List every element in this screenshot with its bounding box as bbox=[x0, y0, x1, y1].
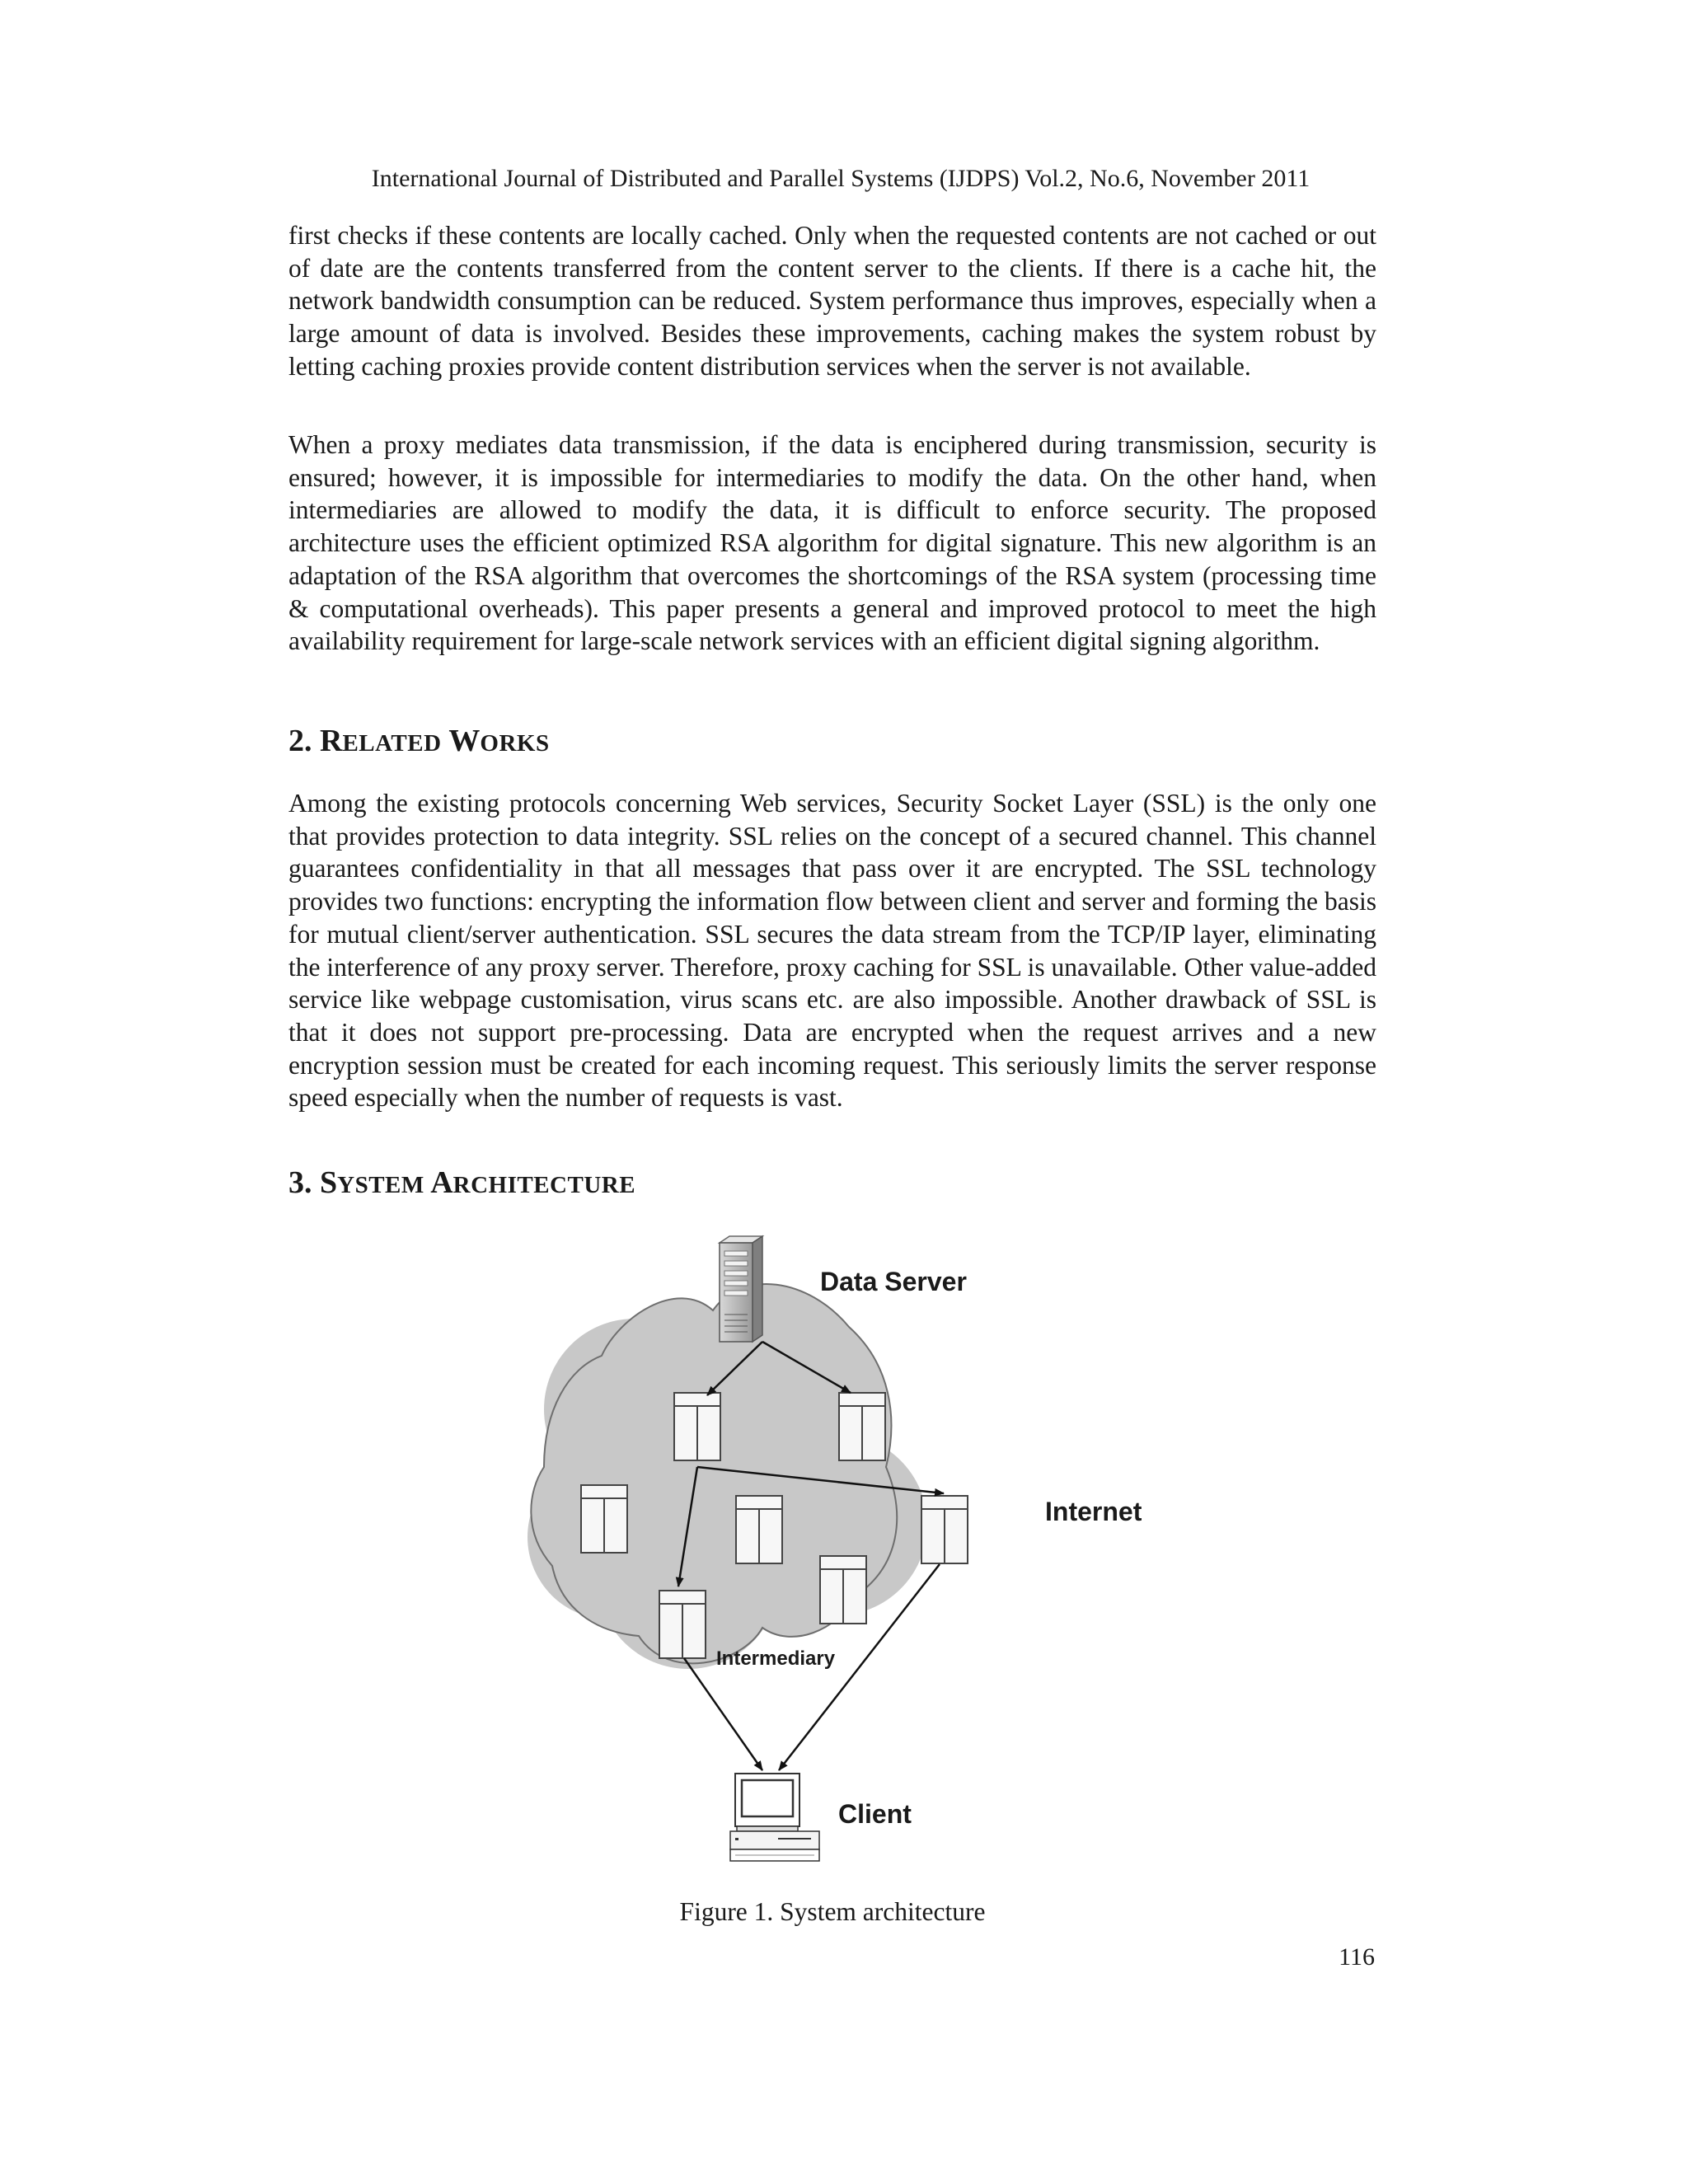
intermediary-label: Intermediary bbox=[716, 1647, 836, 1670]
intermediary-node bbox=[736, 1496, 782, 1563]
intermediary-node bbox=[674, 1393, 720, 1460]
client-computer-icon bbox=[730, 1774, 819, 1861]
intermediary-node bbox=[839, 1393, 885, 1460]
figure-caption: Figure 1. System architecture bbox=[679, 1897, 986, 1926]
data-server-label: Data Server bbox=[820, 1267, 967, 1296]
data-server-icon bbox=[720, 1236, 762, 1342]
system-architecture-figure bbox=[511, 1220, 1170, 1879]
internet-label: Internet bbox=[1045, 1497, 1142, 1526]
intermediary-node bbox=[581, 1485, 627, 1553]
running-header: International Journal of Distributed and Parallel Systems (IJDPS) Vol.2, No.6, November 2011 bbox=[371, 165, 1311, 192]
section-heading-related-works: 2. RELATED WORKS bbox=[288, 724, 550, 758]
paragraph-caching: first checks if these contents are locally cached. Only when the requested contents are not cached or out of date are the contents transferred from the content server to the clients. If there is a cache hit, the network bandwidth consumption can be reduced. System performance thus improves, especially when a large amount of data is involved. Besides these improvements, caching makes the system robust by letting caching proxies provide content distribution services when the server is not available. bbox=[288, 221, 1376, 381]
client-label: Client bbox=[838, 1799, 912, 1829]
paragraph-related-works: Among the existing protocols concerning Web services, Security Socket Layer (SSL) is the only one that provides protection to data integrity. SSL relies on the concept of a secured channel. This channel guarantees confidentiality in that all messages that pass over it are encrypted. The SSL technology provides two functions: encrypting the information flow between client and server and forming the basis for mutual client/server authentication. SSL secures the data stream from the TCP/IP layer, eliminating the interference of any proxy server. Therefore, proxy caching for SSL is unavailable. Other value-added service like webpage customisation, virus scans etc. are also impossible. Another drawback of SSL is that it does not support pre-processing. Data are encrypted when the request arrives and a new encryption session must be created for each incoming request. This seriously limits the server response speed especially when the number of requests is vast. bbox=[288, 789, 1376, 1113]
intermediary-node bbox=[820, 1556, 866, 1624]
arrow-intermediary-to-client bbox=[684, 1658, 762, 1770]
intermediary-node bbox=[921, 1496, 968, 1563]
section-heading-system-architecture: 3. SYSTEM ARCHITECTURE bbox=[288, 1165, 636, 1200]
intermediary-node bbox=[659, 1591, 706, 1658]
architecture-diagram bbox=[511, 1220, 1170, 1879]
paragraph-proxy-security: When a proxy mediates data transmission, if the data is enciphered during transmission, security is ensured; however, it is impossible for intermediaries to modify the data. On the other hand, when intermediaries are allowed to modify the data, it is difficult to enforce security. The proposed architecture uses the efficient optimized RSA algorithm for digital signature. This new algorithm is an adaptation of the RSA algorithm that overcomes the shortcomings of the RSA system (processing time & computational overheads). This paper presents a general and improved protocol to meet the high availability requirement for large-scale network services with an efficient digital signing algorithm. bbox=[288, 430, 1376, 656]
page-number: 116 bbox=[1339, 1943, 1375, 1971]
